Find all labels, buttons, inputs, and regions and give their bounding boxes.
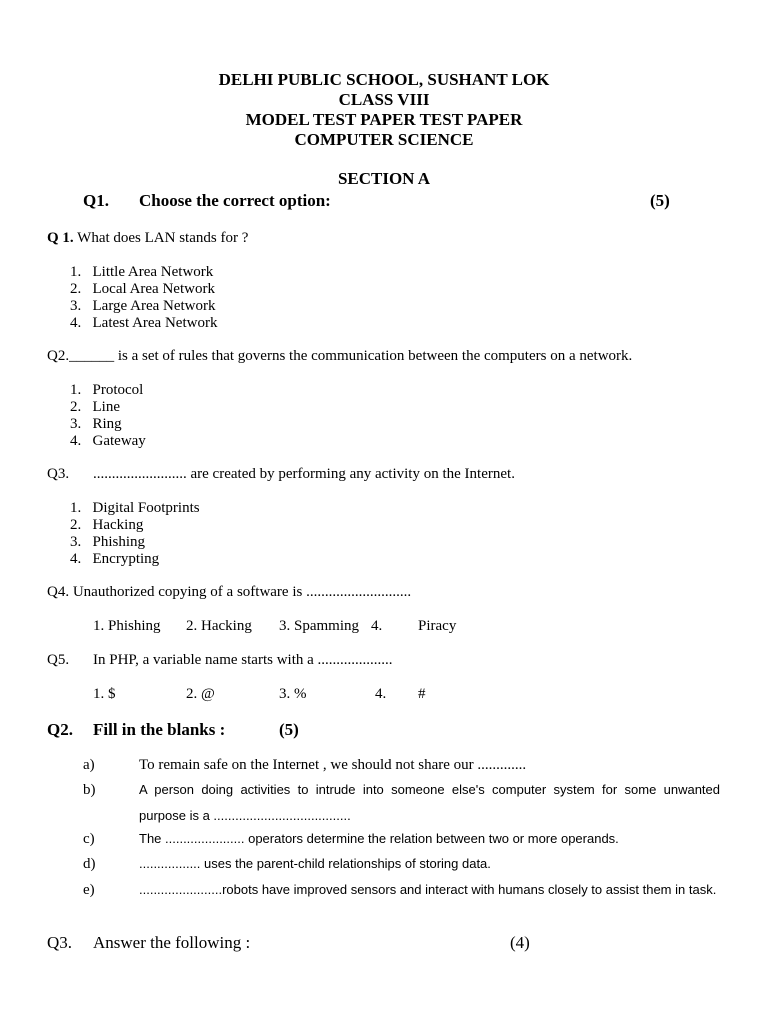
blank-text: .......................robots have improved sensors and interact with humans closely to assist them in task. bbox=[139, 882, 717, 897]
option-item: 1. Digital Footprints bbox=[70, 500, 200, 516]
option-inline: 4. bbox=[375, 686, 387, 702]
q3-title: Answer the following : bbox=[93, 933, 251, 952]
q3-number: Q3. bbox=[47, 933, 73, 952]
blank-text-line: purpose is a ...................................... bbox=[139, 808, 351, 823]
mcq-number: Q 1. bbox=[47, 230, 74, 246]
option-item: 2. Line bbox=[70, 399, 120, 415]
option-inline: 4. bbox=[371, 618, 383, 634]
blank-label: b) bbox=[83, 782, 96, 798]
mcq-text: In PHP, a variable name starts with a .................... bbox=[93, 652, 393, 668]
option-inline: 2. @ bbox=[186, 686, 215, 702]
school-name: DELHI PUBLIC SCHOOL, SUSHANT LOK bbox=[218, 70, 550, 89]
blank-label: a) bbox=[83, 757, 95, 773]
option-item: 3. Ring bbox=[70, 416, 122, 432]
mcq-text: What does LAN stands for ? bbox=[77, 230, 249, 246]
q2-number: Q2. bbox=[47, 720, 73, 739]
blank-text: ................. uses the parent-child relationships of storing data. bbox=[139, 856, 491, 871]
option-inline: 3. % bbox=[279, 686, 307, 702]
paper-title: MODEL TEST PAPER TEST PAPER bbox=[245, 110, 523, 129]
blank-label: d) bbox=[83, 856, 96, 872]
option-list bbox=[70, 382, 146, 450]
section-title: SECTION A bbox=[337, 169, 431, 188]
option-item: 4. Encrypting bbox=[70, 551, 160, 567]
option-item: 2. Local Area Network bbox=[70, 281, 215, 297]
option-list bbox=[70, 500, 200, 568]
q2-title: Fill in the blanks : bbox=[93, 720, 226, 739]
option-item: 3. Large Area Network bbox=[70, 298, 216, 314]
mcq-number: Q5. bbox=[47, 652, 70, 668]
q1-instruction: Choose the correct option: bbox=[139, 191, 331, 210]
option-inline: 2. Hacking bbox=[186, 618, 252, 634]
q1-marks: (5) bbox=[650, 191, 670, 210]
option-item: 3. Phishing bbox=[70, 534, 146, 550]
option-inline: # bbox=[418, 686, 426, 702]
blank-text: The ...................... operators determine the relation between two or more operands. bbox=[139, 831, 619, 846]
blank-text: To remain safe on the Internet , we should not share our ............. bbox=[139, 757, 527, 773]
blank-text-line: A person doing activities to intrude into someone else's computer system for some unwanted bbox=[139, 782, 720, 797]
q1-number: Q1. bbox=[83, 191, 109, 210]
mcq-question bbox=[47, 230, 248, 247]
mcq-question: Q4. Unauthorized copying of a software is ............................ bbox=[47, 584, 412, 600]
option-inline: 3. Spamming bbox=[279, 618, 360, 634]
subject-title: COMPUTER SCIENCE bbox=[294, 130, 474, 149]
option-item: 4. Latest Area Network bbox=[70, 315, 218, 331]
option-item: 4. Gateway bbox=[70, 433, 146, 449]
mcq-text: ......................... are created by performing any activity on the Internet. bbox=[93, 466, 515, 482]
option-item: 1. Little Area Network bbox=[70, 264, 214, 280]
option-inline: 1. $ bbox=[93, 686, 116, 702]
blank-label: c) bbox=[83, 831, 95, 847]
q2-marks: (5) bbox=[279, 720, 299, 739]
option-list bbox=[70, 264, 217, 332]
option-item: 1. Protocol bbox=[70, 382, 144, 398]
option-inline: Piracy bbox=[418, 618, 457, 634]
blank-label: e) bbox=[83, 882, 95, 898]
mcq-number: Q3. bbox=[47, 466, 70, 482]
option-item: 2. Hacking bbox=[70, 517, 144, 533]
option-inline: 1. Phishing bbox=[93, 618, 161, 634]
mcq-question: Q2.______ is a set of rules that governs the communication between the computers on a network. bbox=[47, 348, 633, 364]
q3-marks: (4) bbox=[510, 933, 530, 952]
class-label: CLASS VIII bbox=[338, 90, 430, 109]
